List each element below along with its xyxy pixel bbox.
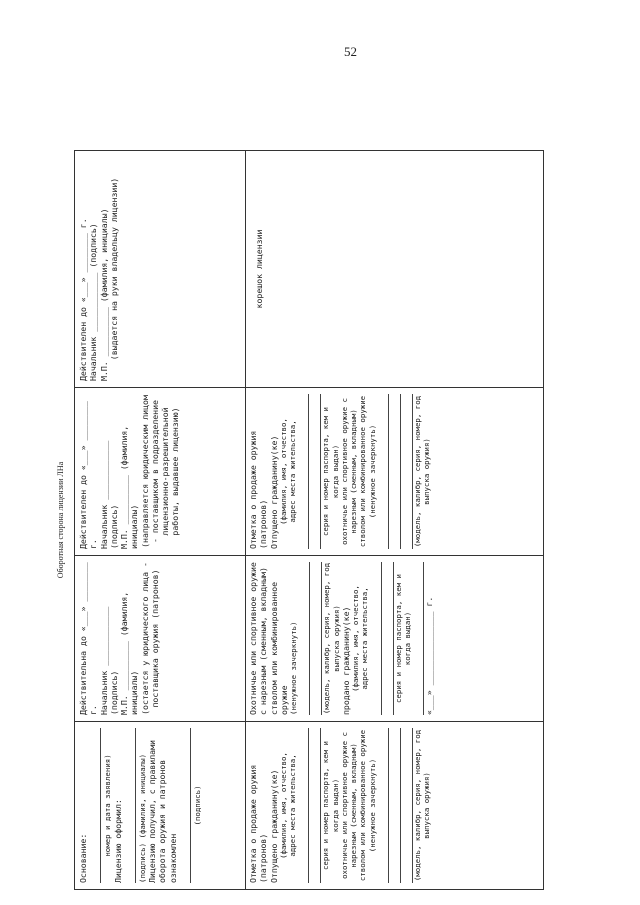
form-bottom-row — [245, 151, 543, 889]
model-label: (модель, калибр, серия, номер, год выпуска оружия) — [412, 725, 431, 882]
fill-line — [125, 728, 136, 883]
passport-label: серия и номер паспорта, кем и когда выдан) — [393, 569, 412, 704]
sign-label: (подпись) — [192, 785, 202, 826]
sold-to: Отпущено гражданину(ке) — [268, 435, 279, 549]
stamp-name: М.П. __________ (фамилия, инициалы) — [119, 420, 140, 549]
passport-label: серия и номер паспорта, кем и когда выдан) — [321, 736, 340, 871]
valid-until: Действителен до «___» ________ г. — [78, 396, 99, 549]
chief-signature: Начальник ____________ (подпись) — [98, 435, 119, 549]
address-label: адрес места жительства, — [360, 587, 370, 690]
fill-line — [389, 728, 401, 883]
fio-label: (фамилия, имя, отчество, — [278, 752, 288, 859]
bottom-col-sale-mark-2 — [245, 387, 543, 555]
fill-line — [401, 394, 413, 549]
valid-until: Действителен до «___» ________ г. — [78, 218, 88, 381]
stamp-name: М.П. __________ (фамилия, инициалы) — [98, 208, 109, 381]
weapon-type: охотничье или спортивное оружие с нарезным (сменным, вкладным) стволом или комбинированное оружие (ненужное зачеркнуть) — [339, 391, 377, 548]
sold-to: продано гражданину(ке) — [340, 606, 351, 715]
chief-signature: Начальник ____________ (подпись) — [88, 223, 99, 381]
passport-label: серия и номер паспорта, кем и когда выдан) — [321, 402, 340, 537]
fill-line — [90, 728, 101, 883]
fill-line — [377, 394, 389, 549]
form-top-row — [75, 151, 246, 889]
copy-note: (выдается на руки владельцу лицензии) — [108, 177, 119, 361]
side-caption: Оборотная сторона лицензии ЛНа — [56, 461, 65, 579]
fill-line — [377, 728, 389, 883]
license-stub: корешок лицензии — [254, 229, 264, 309]
strike-note: (ненужное зачеркнуть) — [289, 621, 298, 715]
sold-to: Отпущено гражданину(ке) — [268, 769, 279, 883]
model-label: (модель, калибр, серия, номер, год выпуска оружия) — [412, 391, 431, 548]
license-issued-label: Лицензию оформил: — [112, 799, 123, 883]
fill-line — [310, 562, 322, 715]
bottom-col-weapon — [245, 555, 543, 721]
fill-line — [298, 562, 310, 715]
fio-label: (фамилия, имя, отчество, — [351, 585, 360, 692]
license-form — [56, 150, 544, 890]
fill-line — [309, 394, 321, 549]
form-grid — [74, 150, 544, 890]
request-number-label: номер и дата заявления) — [103, 754, 113, 857]
sale-date: «___» _______________ г. — [424, 596, 434, 715]
chief-signature: Начальник ____________ (подпись) — [98, 601, 119, 715]
top-col-supplier — [75, 387, 245, 555]
fill-line — [180, 728, 191, 883]
copy-note: (остается у юридического лица - поставщика оружия (патронов) — [139, 557, 160, 715]
bottom-col-sale-mark — [245, 721, 543, 889]
fill-line — [309, 728, 321, 883]
top-col-basis — [75, 721, 245, 889]
address-label: адрес места жительства, — [288, 420, 297, 523]
fill-line — [370, 562, 382, 715]
model-label: (модель, калибр, серия, номер, год выпуска оружия) — [322, 558, 341, 715]
copy-note: (направляется юридическим лицом - поставщиком в подразделение лицензионно-разрешительной работы, выдавшее лицензию) — [139, 390, 181, 548]
sale-mark: Отметка о продаже оружия (патронов) — [248, 425, 269, 549]
fio-label: (фамилия, имя, отчество, — [278, 418, 288, 525]
sale-mark: Отметка о продаже оружия (патронов) — [248, 759, 269, 883]
fill-line — [382, 562, 394, 715]
received-label: Лицензию получил, с правилами оборота оружия и патронов ознакомлен — [147, 735, 178, 883]
basis-label: Основание: — [78, 833, 88, 883]
fill-line — [297, 728, 309, 883]
stamp-name: М.П. __________ (фамилия, инициалы) — [119, 586, 140, 715]
fill-line — [412, 562, 424, 715]
page-number: 52 — [344, 44, 357, 59]
top-col-owner — [75, 151, 245, 387]
bottom-col-stub — [245, 151, 543, 387]
sign-name-label: (подпись) (фамилия, инициалы) — [137, 753, 147, 883]
top-col-seller — [75, 555, 245, 721]
fill-line — [389, 394, 401, 549]
fill-line — [401, 728, 413, 883]
weapon-type: охотничье или спортивное оружие с нарезным (сменным, вкладным) стволом или комбинированное оружие (ненужное зачеркнуть) — [339, 725, 377, 882]
weapon-type: Охотничье или спортивное оружие с нарезным (сменным, вкладным) стволом или комбинированное оружие — [248, 557, 289, 715]
fill-line — [297, 394, 309, 549]
address-label: адрес места жительства, — [288, 754, 297, 857]
valid-until: Действительна до «___» ________ г. — [78, 557, 99, 715]
